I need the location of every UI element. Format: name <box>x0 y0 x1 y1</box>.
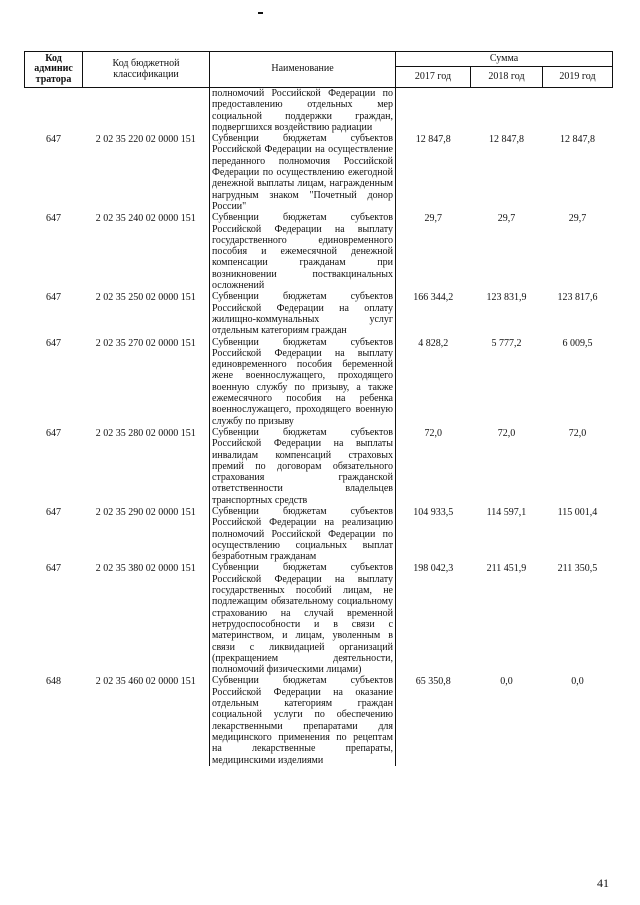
row-value-2017: 104 933,5 <box>413 506 454 518</box>
row-value-2019: 12 847,8 <box>560 134 595 146</box>
row-value-2018: 123 831,9 <box>486 292 527 304</box>
row-value-2017: 198 042,3 <box>413 563 454 575</box>
row-value-2018: 5 777,2 <box>491 337 522 349</box>
row-admin: 647 <box>46 292 61 304</box>
row-value-2018: 72,0 <box>497 427 516 439</box>
row-value-2019: 0,0 <box>571 676 584 688</box>
row-value-2019: 6 009,5 <box>562 337 593 349</box>
row-value-2018: 12 847,8 <box>489 134 524 146</box>
header-year-2018: 2018 год <box>471 67 543 88</box>
row-admin: 648 <box>46 676 61 688</box>
row-admin: 647 <box>46 506 61 518</box>
row-admin: 647 <box>46 213 61 225</box>
top-mark <box>258 12 263 14</box>
row-code: 2 02 35 240 02 0000 151 <box>95 213 196 225</box>
row-value-2019: 211 350,5 <box>557 563 598 575</box>
table-row <box>25 562 613 675</box>
table-row <box>25 291 613 336</box>
row-code: 2 02 35 460 02 0000 151 <box>95 676 196 688</box>
row-code: 2 02 35 380 02 0000 151 <box>95 563 196 575</box>
table-rows <box>25 133 613 766</box>
row-code: 2 02 35 270 02 0000 151 <box>95 337 196 349</box>
row-value-2018: 211 451,9 <box>486 563 527 575</box>
row-value-2019: 115 001,4 <box>557 506 598 518</box>
row-code: 2 02 35 250 02 0000 151 <box>95 292 196 304</box>
row-value-2017: 29,7 <box>424 213 442 225</box>
row-name: полномочий Российской Федерации по предоставлению отдельных мер социальной поддержки граждан, подвергшихся воздействию радиации <box>210 88 396 134</box>
table-row <box>25 427 613 506</box>
row-value-2018: 29,7 <box>497 213 516 225</box>
row-name: Субвенции бюджетам субъектов Российской Федерации на осуществление переданного полномочия Российской Федерации по осуществлению ежегодной денежной выплаты лицам, награжденным нагрудным знаком "Почетный донор России" <box>210 133 396 212</box>
row-name: Субвенции бюджетам субъектов Российской Федерации на оказание отдельным категориям граждан социальной услуги по обеспечению лекарственными препаратами для медицинского применения по рецептам на лекарственные препараты, медицинскими изделиями <box>210 675 396 765</box>
row-admin: 647 <box>46 337 61 349</box>
row-name: Субвенции бюджетам субъектов Российской Федерации на оплату жилищно-коммунальных услуг отдельным категориям граждан <box>210 291 396 336</box>
row-value-2017: 12 847,8 <box>415 134 451 146</box>
row-value-2019: 29,7 <box>568 213 587 225</box>
row-name: Субвенции бюджетам субъектов Российской Федерации на выплату государственных пособий лицам, не подлежащим обязательному социальному страхованию на случай временной нетрудоспособности и в связи с материнством, и лицам, уволенным в связи с ликвидацией организаций (прекращением деятельности, полномочий физическими лицами) <box>210 562 396 675</box>
header-year-2017: 2017 год <box>396 67 471 88</box>
row-name: Субвенции бюджетам субъектов Российской Федерации на выплату единовременного пособия беременной жене военнослужащего, проходящего военную службу по призыву, а также ежемесячного пособия на ребенка военнослужащего, проходящего военную службу по призыву <box>210 337 396 427</box>
row-name: Субвенции бюджетам субъектов Российской Федерации на реализацию полномочий Российской Федерации по осуществлению социальных выплат безработным гражданам <box>210 506 396 562</box>
table-row <box>25 212 613 291</box>
row-value-2017: 166 344,2 <box>413 292 454 304</box>
row-value-2018: 0,0 <box>500 676 513 688</box>
row-value-2017: 4 828,2 <box>418 337 449 349</box>
header-budget-code: Код бюджетной классификации <box>83 52 210 88</box>
table-row <box>25 88 613 134</box>
row-value-2017: 72,0 <box>424 427 442 439</box>
row-name: Субвенции бюджетам субъектов Российской Федерации на выплаты инвалидам компенсаций страховых премий по договорам обязательного страхования гражданской ответственности владельцев транспортных средств <box>210 427 396 506</box>
row-value-2017: 65 350,8 <box>415 676 451 688</box>
row-value-2018: 114 597,1 <box>486 506 527 518</box>
row-name: Субвенции бюджетам субъектов Российской Федерации на выплату государственного единовременного пособия и ежемесячной денежной компенсации гражданам при возникновении поствакцинальных осложнений <box>210 212 396 291</box>
page-number: 41 <box>597 876 609 890</box>
table-row <box>25 506 613 562</box>
table-row <box>25 337 613 427</box>
header-year-2019: 2019 год <box>543 67 613 88</box>
row-admin: 647 <box>46 134 61 146</box>
table-row <box>25 675 613 765</box>
row-value-2019: 123 817,6 <box>557 292 598 304</box>
row-code: 2 02 35 290 02 0000 151 <box>95 506 196 518</box>
header-name: Наименование <box>210 52 396 88</box>
budget-table <box>24 51 613 766</box>
header-sum: Сумма <box>396 52 613 67</box>
table-row <box>25 133 613 212</box>
row-code: 2 02 35 220 02 0000 151 <box>95 134 196 146</box>
row-code: 2 02 35 280 02 0000 151 <box>95 427 196 439</box>
row-value-2019: 72,0 <box>568 427 587 439</box>
row-admin: 647 <box>46 427 61 439</box>
header-admin: Код админис тратора <box>25 52 83 88</box>
row-admin: 647 <box>46 563 61 575</box>
